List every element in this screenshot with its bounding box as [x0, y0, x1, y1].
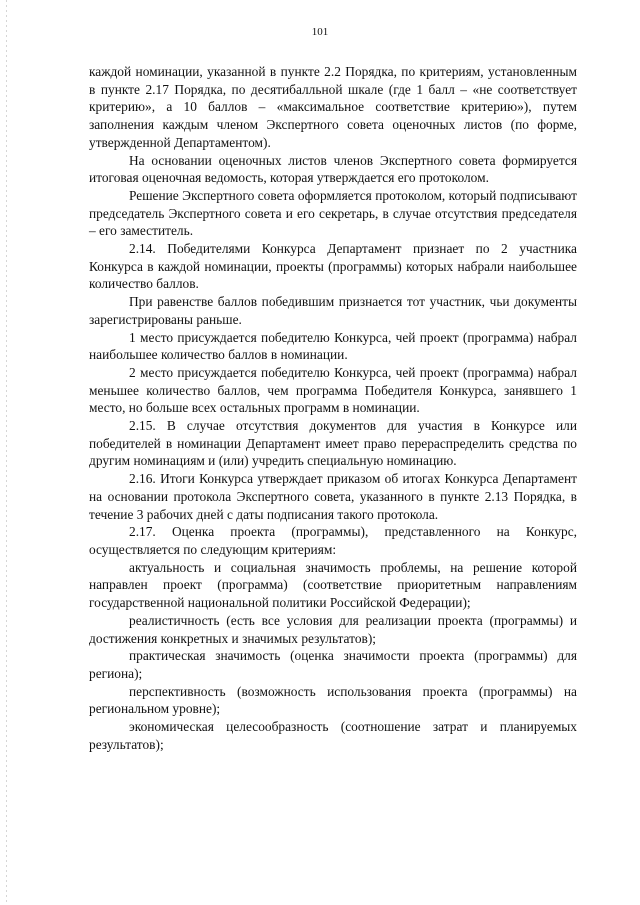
paragraph-equal-scores: При равенстве баллов победившим признается тот участник, чьи документы зарегистрированы раньше. — [89, 294, 577, 327]
paragraph-continuation: каждой номинации, указанной в пункте 2.2 Порядка, по критериям, установленным в пункте 2.17 Порядка, по десятибалльной шкале (где 1 балл – «не соответствует критерию», а 10 баллов – «максимальное соответствие критерию»), путем заполнения каждым членом Экспертного совета оценочных листов (по форме, утвержденной Департаментом). — [89, 64, 577, 150]
paragraph-2-15: 2.15. В случае отсутствия документов для участия в Конкурсе или победителей в номинации Департамент имеет право перераспределить средства по другим номинациям и (или) учредить специальную номинацию. — [89, 418, 577, 469]
paragraph-council-decision: Решение Экспертного совета оформляется протоколом, который подписывают председатель Экспертного совета и его секретарь, в случае отсутствия председателя – его заместитель. — [89, 187, 577, 239]
paragraph-2-16: 2.16. Итоги Конкурса утверждает приказом об итогах Конкурса Департамент на основании протокола Экспертного совета, указанного в пункте 2.13 Порядка, в течение 3 рабочих дней с даты подписания такого протокола. — [89, 471, 577, 522]
page-number: 101 — [311, 26, 329, 38]
criterion-prospects: перспективность (возможность использования проекта (программы) на региональном уровне); — [89, 683, 577, 717]
paragraph-second-place: 2 место присуждается победителю Конкурса, чей проект (программа) набрал меньшее количество баллов, чем программа Победителя Конкурса, занявшего 1 место, но больше всех остальных программ в номинации. — [89, 364, 577, 416]
document-body — [89, 63, 577, 753]
scan-edge-artifact — [6, 0, 7, 905]
paragraph-first-place: 1 место присуждается победителю Конкурса, чей проект (программа) набрал наибольшее количество баллов в номинации. — [89, 329, 577, 363]
criterion-realism: реалистичность (есть все условия для реализации проекта (программы) и достижения конкретных и значимых результатов); — [89, 612, 577, 646]
criterion-relevance: актуальность и социальная значимость проблемы, на решение которой направлен проект (программа) (соответствие приоритетным направлениям государственной национальной политики Российской Федерации); — [89, 559, 577, 611]
criterion-practical-significance: практическая значимость (оценка значимости проекта (программы) для региона); — [89, 648, 577, 681]
paragraph-2-17: 2.17. Оценка проекта (программы), представленного на Конкурс, осуществляется по следующим критериям: — [89, 524, 577, 557]
paragraph-2-14: 2.14. Победителями Конкурса Департамент признает по 2 участника Конкурса в каждой номинации, проекты (программы) которых набрали наибольшее количество баллов. — [89, 241, 577, 292]
paragraph-summary-sheet: На основании оценочных листов членов Экспертного совета формируется итоговая оценочная ведомость, которая утверждается его протоколом. — [89, 152, 577, 186]
criterion-economic-feasibility: экономическая целесообразность (соотношение затрат и планируемых результатов); — [89, 719, 577, 752]
